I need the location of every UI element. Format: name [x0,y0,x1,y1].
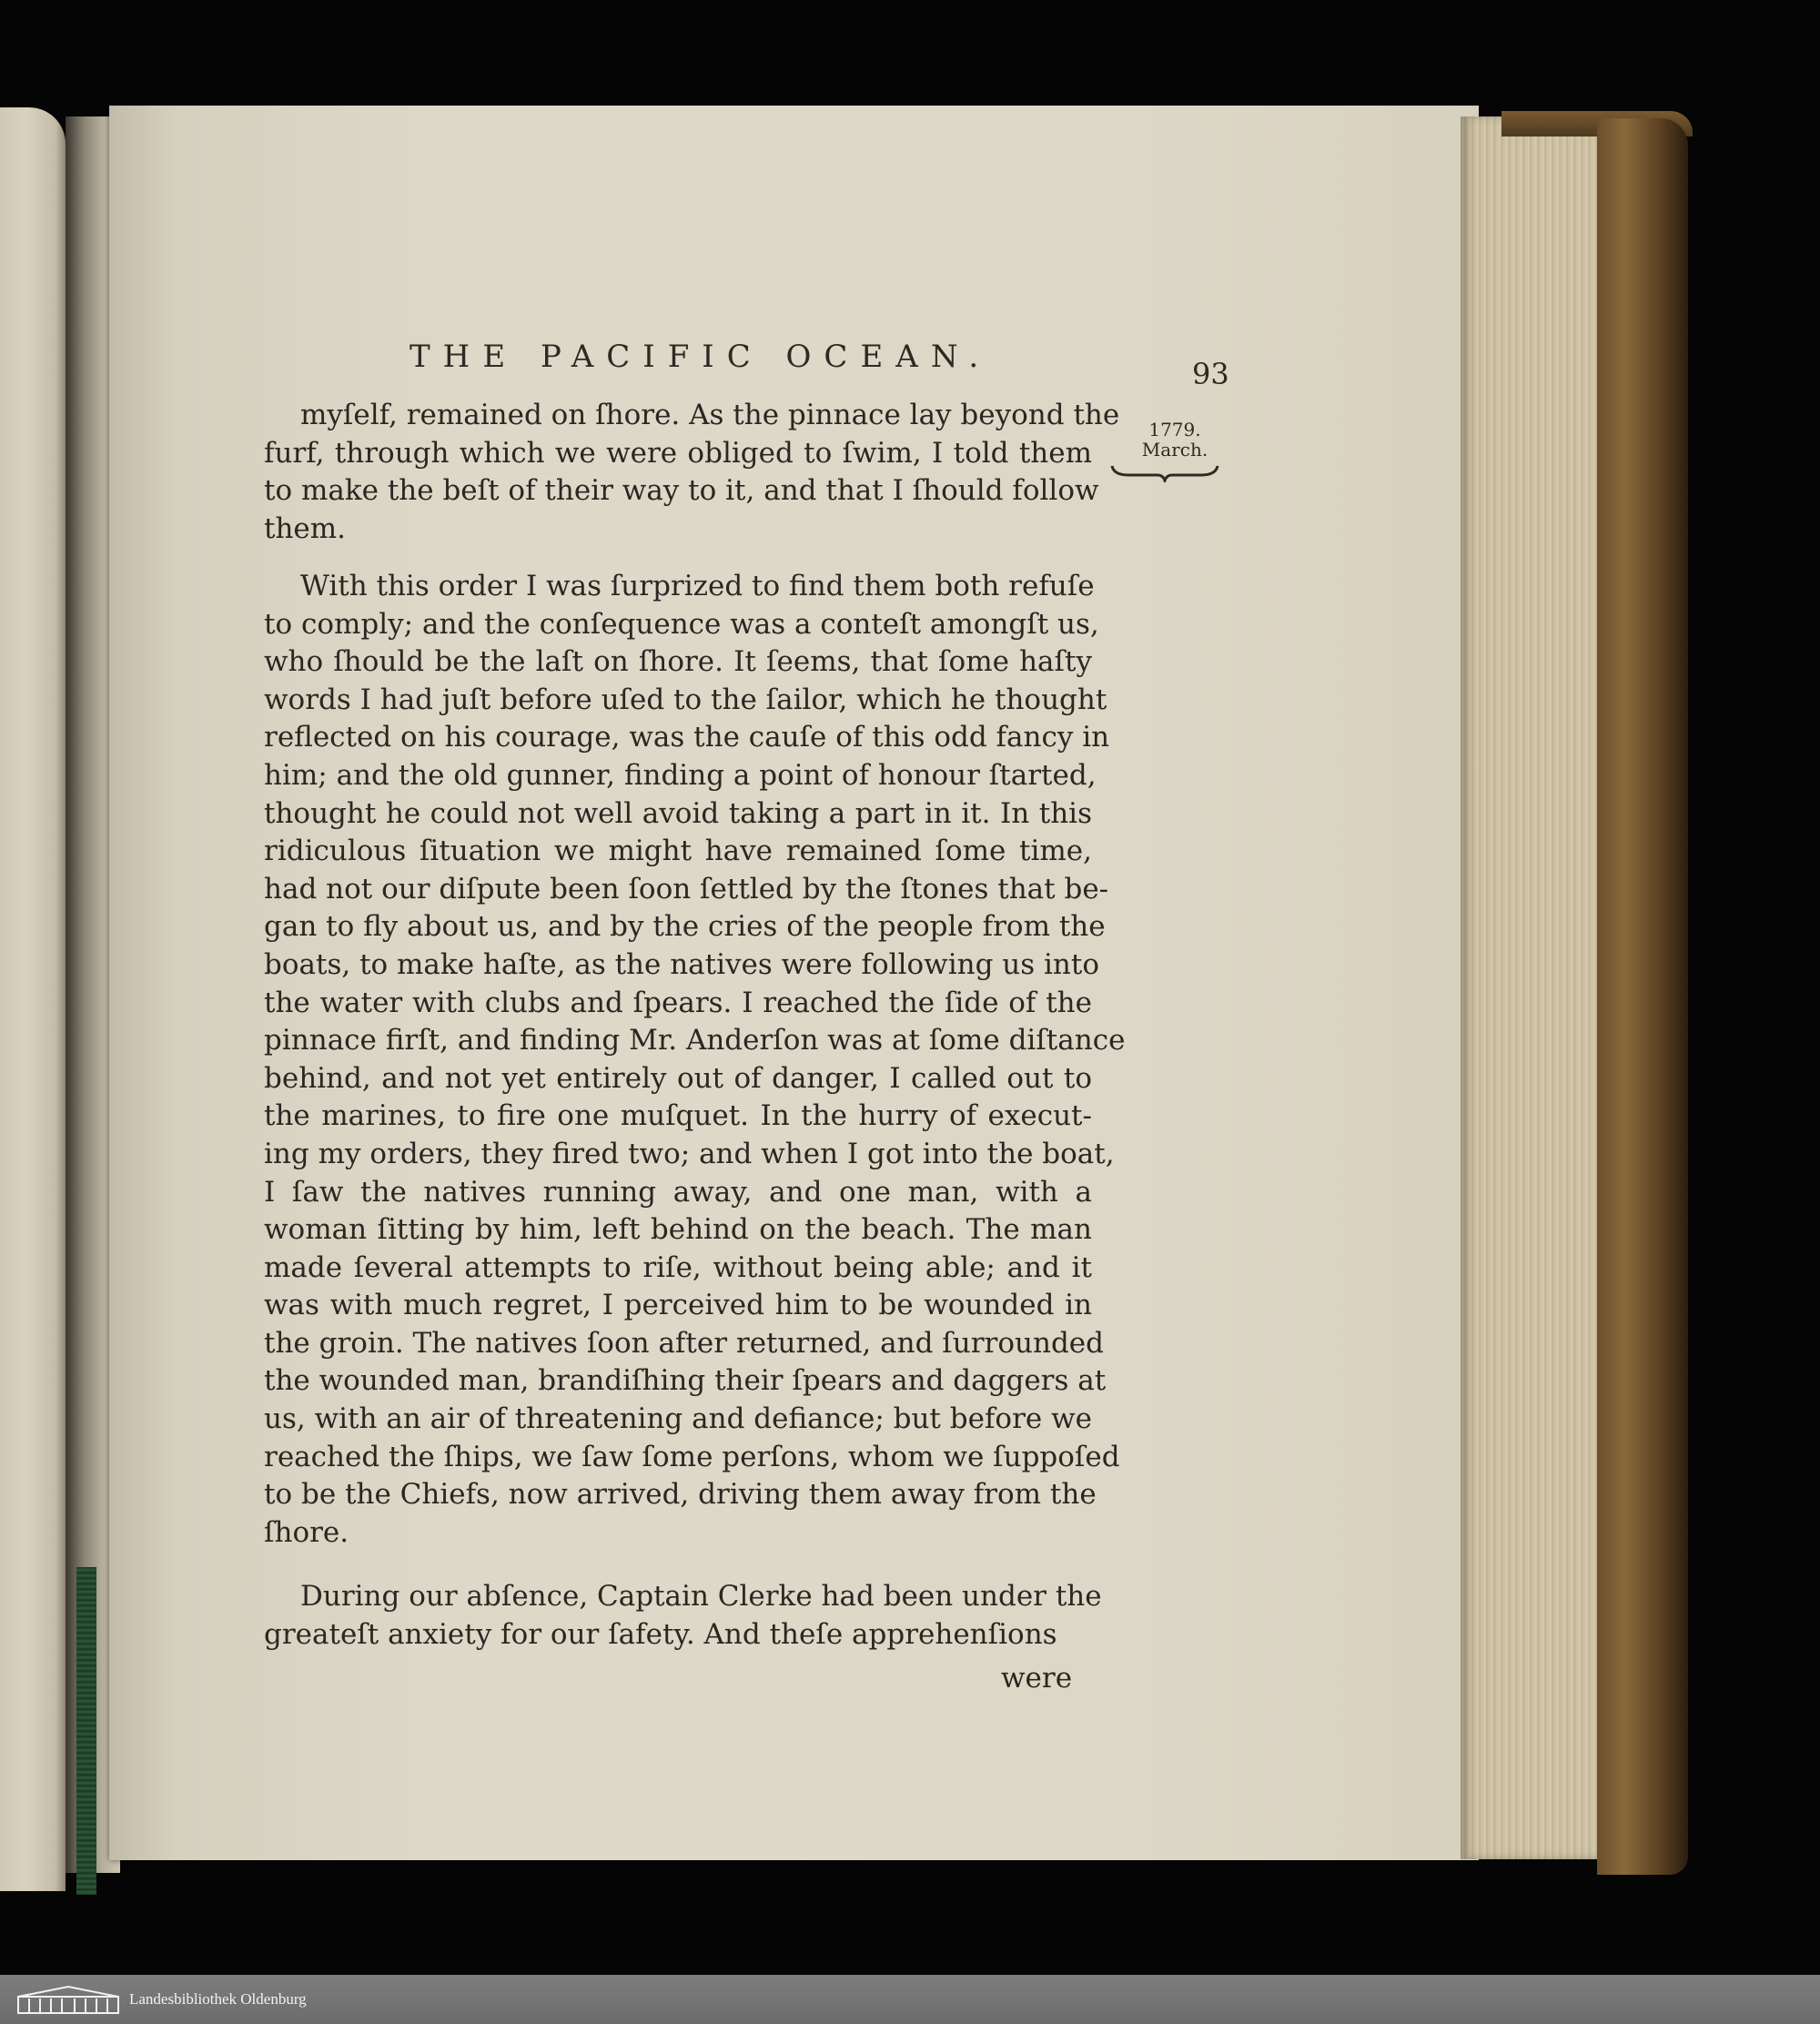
text-line: who ſhould be the laſt on ſhore. It ſeems, that ſome haſty [264,645,1092,679]
text-line: furf, through which we were obliged to ſwim, I told them [264,436,1092,470]
margin-note-month: March. [1141,439,1208,460]
text-line: reflected on his courage, was the cauſe of this odd fancy in [264,721,1110,754]
text-line: ſhore. [264,1515,349,1549]
text-line: I ſaw the natives running away, and one man, with a [264,1175,1092,1209]
text-line: behind, and not yet entirely out of danger, I called out to [264,1061,1092,1095]
text-line: us, with an air of threatening and defiance; but before we [264,1402,1092,1436]
margin-brace-icon [1110,462,1219,482]
book-cover [1597,118,1688,1875]
text-line: myſelf, remained on ſhore. As the pinnace lay beyond the [300,399,1120,431]
catchword: were [1001,1662,1073,1695]
text-line: to make the beſt of their way to it, and that I ſhould follow [264,474,1099,508]
text-line: greateſt anxiety for our ſafety. And theſe apprehenſions [264,1617,1057,1651]
footer-bar [0,1975,1820,2024]
text-line: boats, to make haſte, as the natives were following us into [264,947,1100,981]
text-line: the marines, to fire one muſquet. In the hurry of execut- [264,1099,1092,1133]
text-line: ridiculous ſituation we might have remained ſome time, [264,835,1092,868]
text-line: the groin. The natives ſoon after returned, and ſurrounded [264,1326,1104,1360]
library-name: Landesbibliothek Oldenburg [129,1990,307,2008]
text-line: to comply; and the conſequence was a conteſt amongſt us, [264,607,1099,641]
text-line: made ſeveral attempts to riſe, without being able; and it [264,1250,1092,1284]
page-edges [1461,116,1606,1859]
text-line: reached the ſhips, we ſaw ſome perſons, whom we ſuppoſed [264,1440,1120,1473]
text-line: With this order I was ſurprized to find them both refuſe [300,570,1095,602]
text-line: During our abſence, Captain Clerke had been under the [300,1580,1102,1613]
text-line: thought he could not well avoid taking a part in it. In this [264,796,1092,830]
text-line: ing my orders, they fired two; and when I got into the boat, [264,1137,1115,1170]
text-line: to be the Chiefs, now arrived, driving them away from the [264,1478,1097,1512]
text-line: them. [264,511,347,545]
text-line: woman ſitting by him, left behind on the beach. The man [264,1213,1092,1247]
paragraph-2 [264,568,1126,1552]
page-number: 93 [1192,357,1229,391]
bookmark-ribbon [76,1567,96,1895]
text-line: words I had juſt before uſed to the ſailor, which he thought [264,683,1107,716]
text-line: the water with clubs and ſpears. I reached the ſide of the [264,986,1092,1019]
text-line: had not our diſpute been ſoon ſettled by the ſtones that be- [264,872,1109,906]
text-line: pinnace firſt, and finding Mr. Anderſon was at ſome diſtance [264,1024,1126,1058]
text-line: gan to fly about us, and by the cries of the people from the [264,910,1106,944]
margin-note-year: 1779. [1148,419,1201,440]
library-building-logo-icon [15,1984,122,2015]
text-line: was with much regret, I perceived him to be wounded in [264,1289,1092,1322]
text-line: him; and the old gunner, finding a point of honour ſtarted, [264,758,1097,792]
paragraph-3 [264,1578,1102,1654]
text-line: the wounded man, brandiſhing their ſpears and daggers at [264,1364,1107,1398]
paragraph-1 [264,397,1120,548]
margin-note [1125,420,1225,459]
running-head: THE PACIFIC OCEAN. [410,339,992,375]
previous-page-edge [0,107,66,1891]
